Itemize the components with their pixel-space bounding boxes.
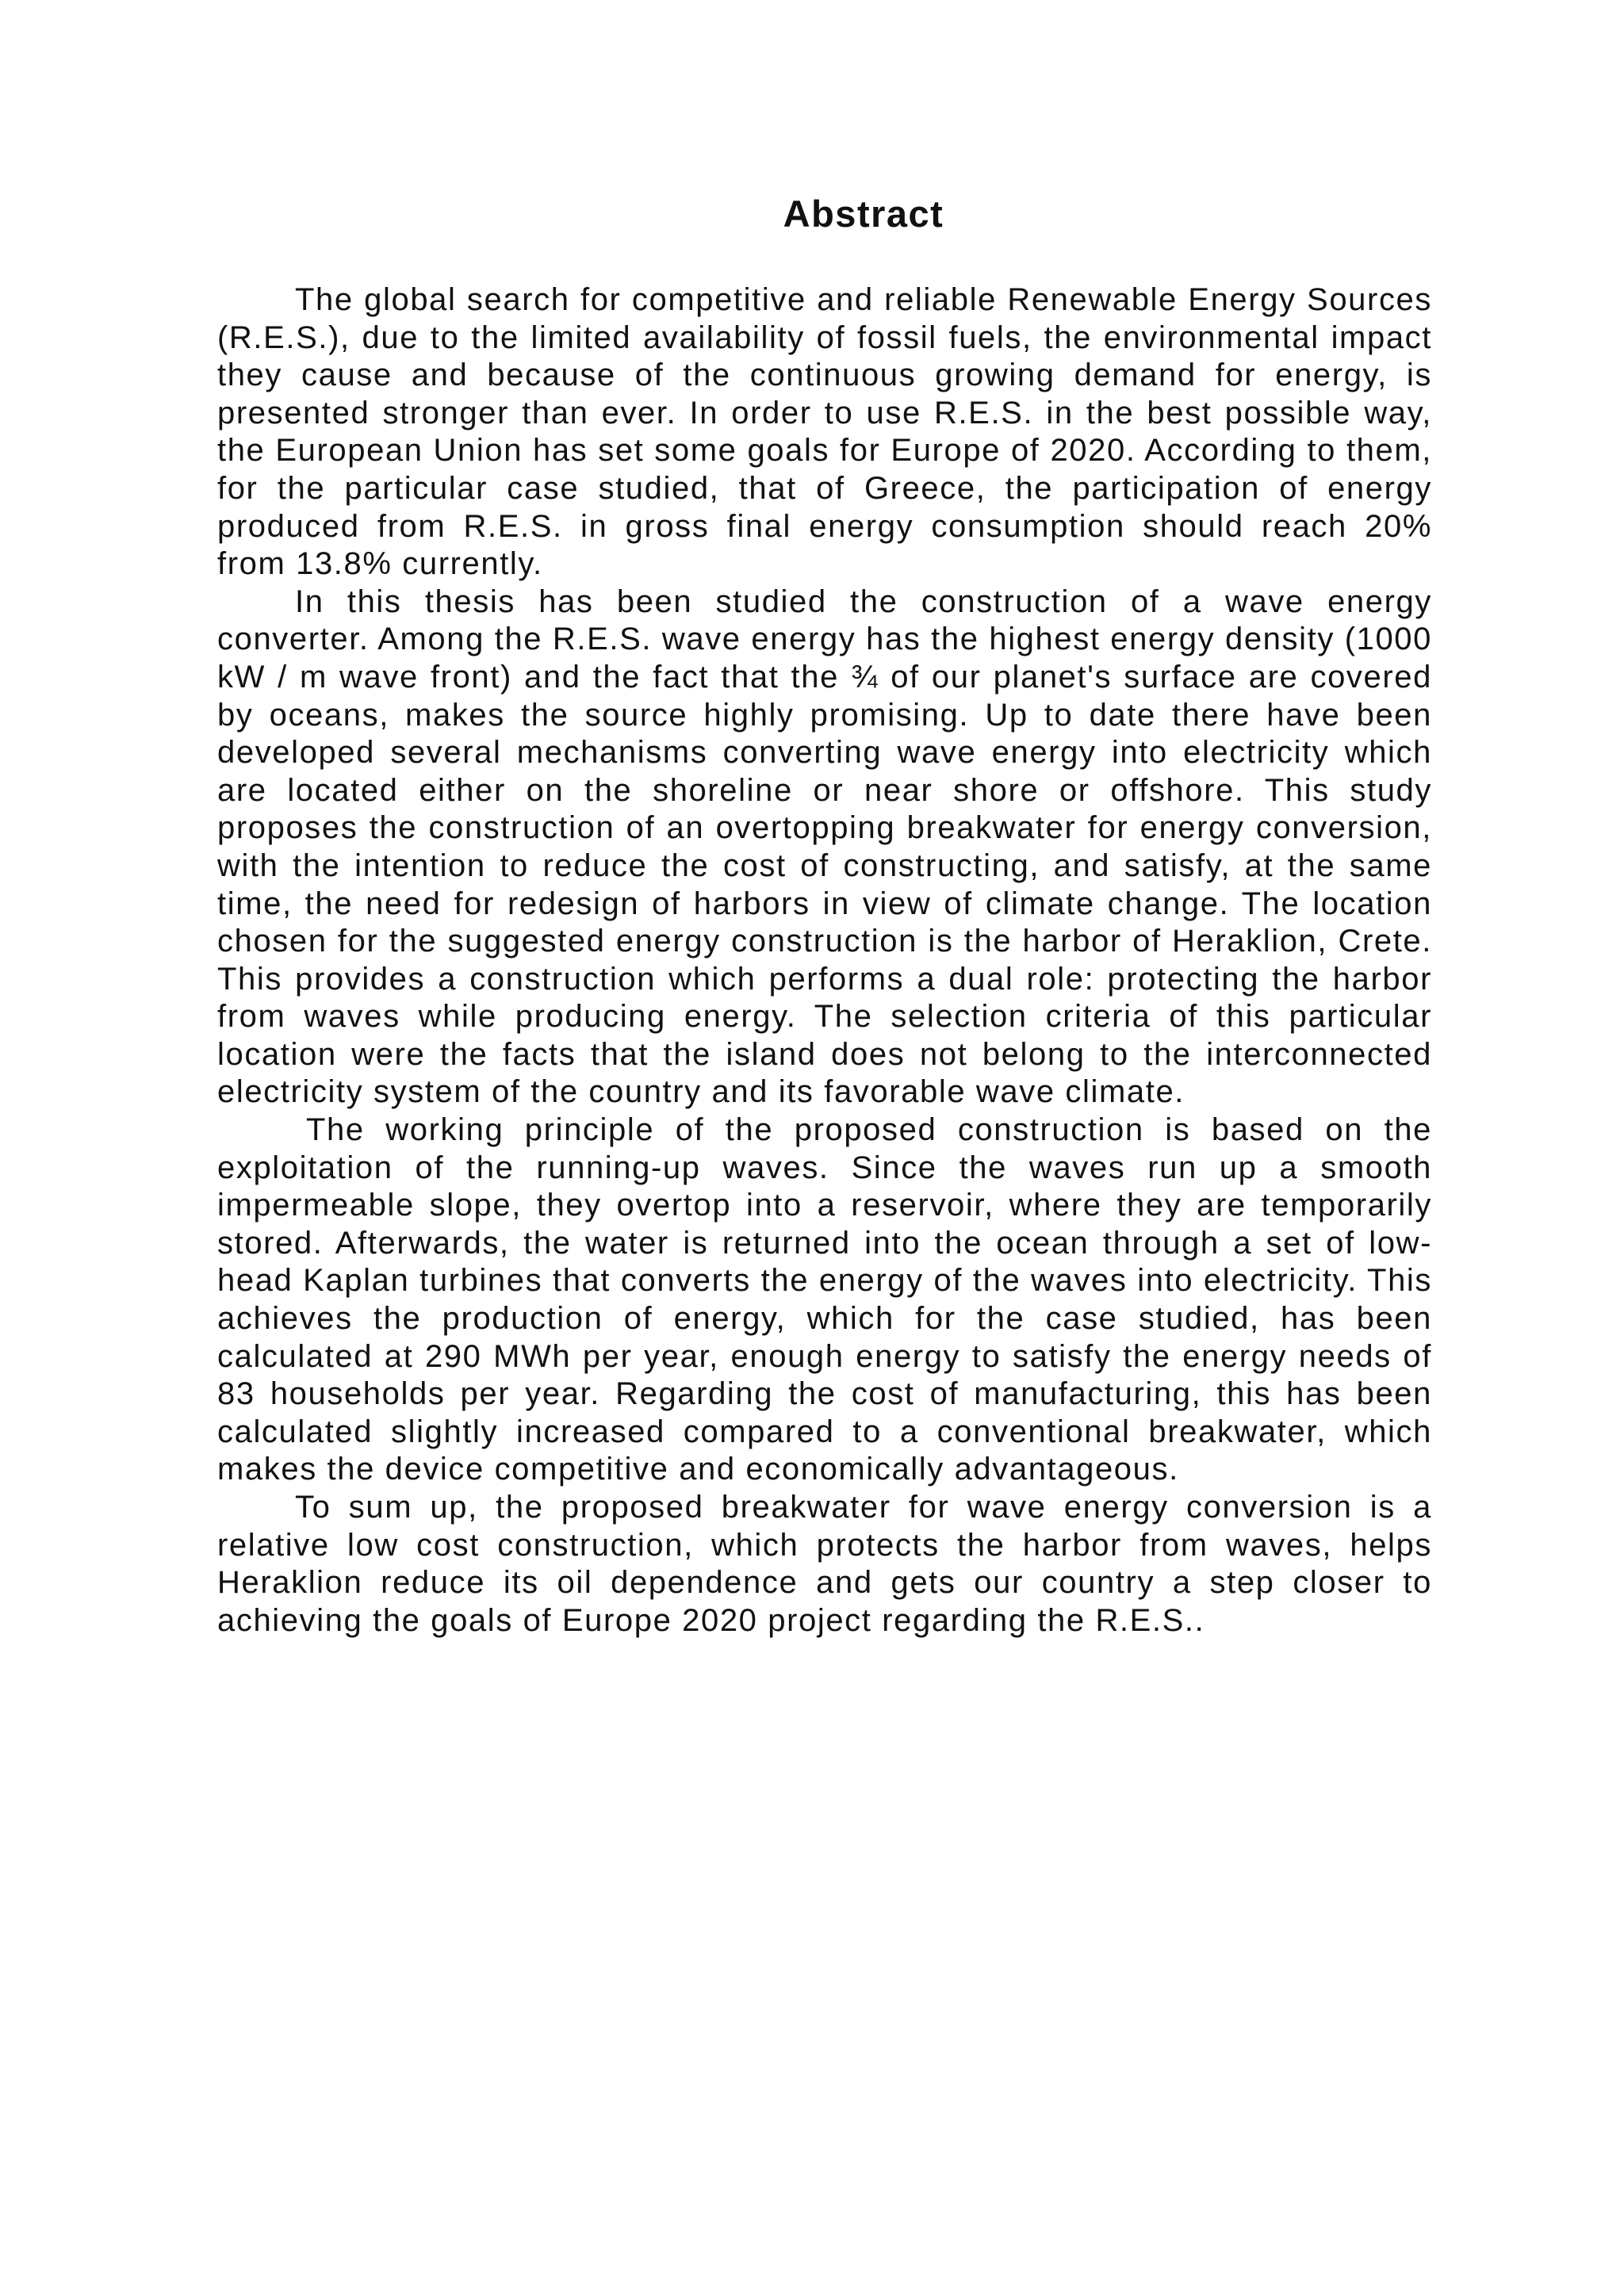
abstract-paragraph-2: In this thesis has been studied the construction of a wave energy converter. Among the R.E.S. wave energy has the highest energy density (1000 kW / m wave front) and the fact that the ¾ of our planet's surface are covered by oceans, makes the source highly promising. Up to date there have been developed several mechanisms converting wave energy into electricity which are located either on the shoreline or near shore or offshore. This study proposes the construction of an overtopping breakwater for energy conversion, with the intention to reduce the cost of constructing, and satisfy, at the same time, the need for redesign of harbors in view of climate change. The location chosen for the suggested energy construction is the harbor of Heraklion, Crete. This provides a construction which performs a dual role: protecting the harbor from waves while producing energy. The selection criteria of this particular location were the facts that the island does not belong to the interconnected electricity system of the country and its favorable wave climate. bbox=[217, 584, 1432, 1110]
abstract-body bbox=[217, 281, 1432, 1640]
abstract-paragraph-3: The working principle of the proposed construction is based on the exploitation of the running-up waves. Since the waves run up a smooth impermeable slope, they overtop into a reservoir, where they are temporarily stored. Afterwards, the water is returned into the ocean through a set of low-head Kaplan turbines that converts the energy of the waves into electricity. This achieves the production of energy, which for the case studied, has been calculated at 290 MWh per year, enough energy to satisfy the energy needs of 83 households per year. Regarding the cost of manufacturing, this has been calculated slightly increased compared to a conventional breakwater, which makes the device competitive and economically advantageous. bbox=[217, 1112, 1432, 1487]
abstract-paragraph-4: To sum up, the proposed breakwater for wave energy conversion is a relative low cost construction, which protects the harbor from waves, helps Heraklion reduce its oil dependence and gets our country a step closer to achieving the goals of Europe 2020 project regarding the R.E.S.. bbox=[217, 1490, 1432, 1638]
abstract-title: Abstract bbox=[783, 193, 944, 235]
abstract-paragraph-1: The global search for competitive and reliable Renewable Energy Sources (R.E.S.), due to the limited availability of fossil fuels, the environmental impact they cause and because of the continuous growing demand for energy, is presented stronger than ever. In order to use R.E.S. in the best possible way, the European Union has set some goals for Europe of 2020. According to them, for the particular case studied, that of Greece, the participation of energy produced from R.E.S. in gross final energy consumption should reach 20% from 13.8% currently. bbox=[217, 282, 1432, 582]
